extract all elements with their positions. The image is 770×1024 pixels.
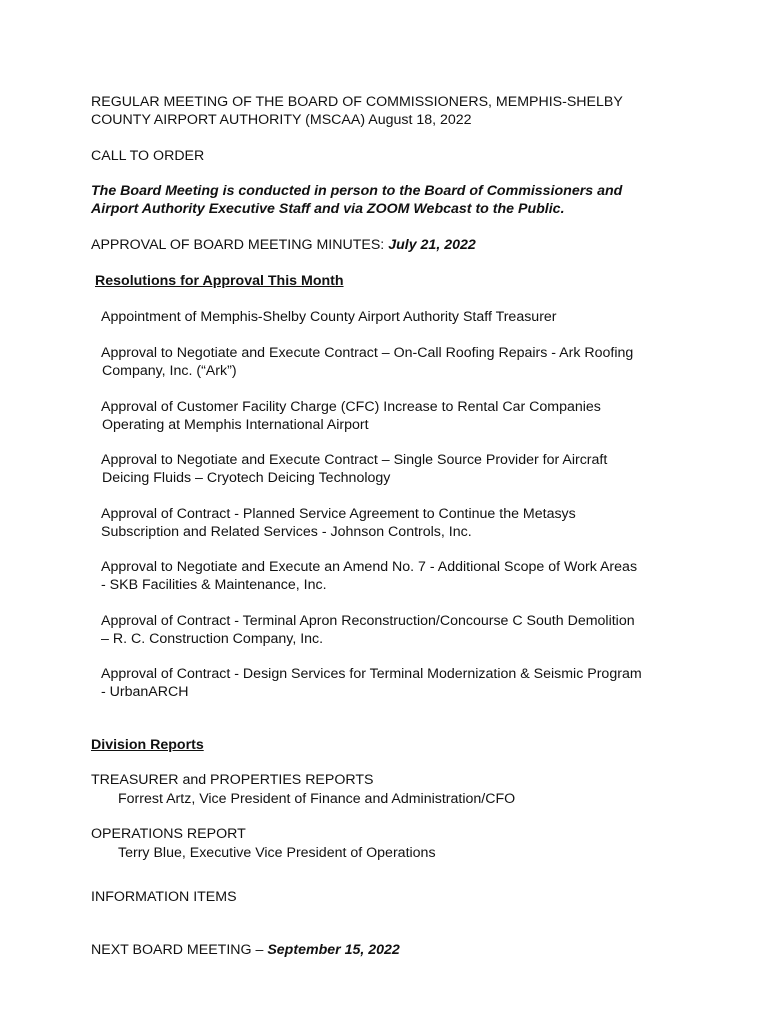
resolution-item-line1: Approval of Contract - Terminal Apron Reconstruction/Concourse C South Demolition: [101, 613, 635, 629]
operations-report-title: OPERATIONS REPORT: [91, 826, 246, 842]
resolution-item: [101, 398, 601, 434]
meeting-notice: [91, 182, 622, 218]
meeting-title: [91, 93, 623, 129]
resolution-item: [101, 612, 635, 648]
resolution-item: [101, 344, 633, 380]
resolution-item: [101, 505, 576, 541]
resolution-item-line1: Approval to Negotiate and Execute Contract – On-Call Roofing Repairs - Ark Roofing: [101, 345, 634, 361]
meeting-notice-line1: The Board Meeting is conducted in person to the Board of Commissioners and: [91, 183, 623, 199]
resolution-item-line1: Approval of Customer Facility Charge (CFC) Increase to Rental Car Companies: [101, 399, 601, 415]
approval-of-minutes-date: July 21, 2022: [388, 237, 476, 253]
resolution-item: [101, 451, 607, 487]
resolution-item-line1: Approval to Negotiate and Execute Contract – Single Source Provider for Aircraft: [101, 452, 608, 468]
resolution-item-line1: Appointment of Memphis-Shelby County Airport Authority Staff Treasurer: [101, 309, 557, 325]
resolution-item-line2: Subscription and Related Services - Johnson Controls, Inc.: [101, 524, 472, 540]
approval-of-minutes-label: APPROVAL OF BOARD MEETING MINUTES:: [91, 237, 389, 253]
resolution-item-line2: Company, Inc. (“Ark”): [102, 363, 237, 379]
resolution-item: [101, 665, 642, 701]
resolution-item-line2: - UrbanARCH: [101, 684, 189, 700]
information-items: INFORMATION ITEMS: [91, 889, 237, 905]
division-reports-heading: Division Reports: [91, 737, 204, 753]
resolution-item: [101, 308, 557, 326]
resolution-item-line2: Deicing Fluids – Cryotech Deicing Technology: [102, 470, 391, 486]
resolution-item-line1: Approval to Negotiate and Execute an Amend No. 7 - Additional Scope of Work Areas: [101, 559, 638, 575]
resolutions-heading: Resolutions for Approval This Month: [95, 273, 344, 289]
meeting-title-line1: REGULAR MEETING OF THE BOARD OF COMMISSIONERS, MEMPHIS-SHELBY: [91, 94, 623, 110]
meeting-title-line2: COUNTY AIRPORT AUTHORITY (MSCAA) August 18, 2022: [91, 112, 472, 128]
resolution-item-line1: Approval of Contract - Planned Service Agreement to Continue the Metasys: [101, 506, 576, 522]
resolution-item-line2: – R. C. Construction Company, Inc.: [101, 631, 324, 647]
treasurer-report-title: TREASURER and PROPERTIES REPORTS: [91, 772, 374, 788]
operations-report-presenter: Terry Blue, Executive Vice President of Operations: [118, 845, 436, 861]
resolution-item: [101, 558, 637, 594]
call-to-order: CALL TO ORDER: [91, 148, 205, 164]
approval-of-minutes: [91, 236, 476, 254]
meeting-notice-line2: Airport Authority Executive Staff and via ZOOM Webcast to the Public.: [91, 201, 565, 217]
resolution-item-line2: - SKB Facilities & Maintenance, Inc.: [101, 577, 327, 593]
next-board-meeting-date: September 15, 2022: [267, 942, 400, 958]
treasurer-report-presenter: Forrest Artz, Vice President of Finance and Administration/CFO: [118, 791, 516, 807]
resolution-item-line1: Approval of Contract - Design Services for Terminal Modernization & Seismic Program: [101, 666, 642, 682]
resolution-item-line2: Operating at Memphis International Airport: [102, 417, 369, 433]
next-board-meeting-label: NEXT BOARD MEETING –: [91, 942, 268, 958]
next-board-meeting: [91, 941, 400, 959]
